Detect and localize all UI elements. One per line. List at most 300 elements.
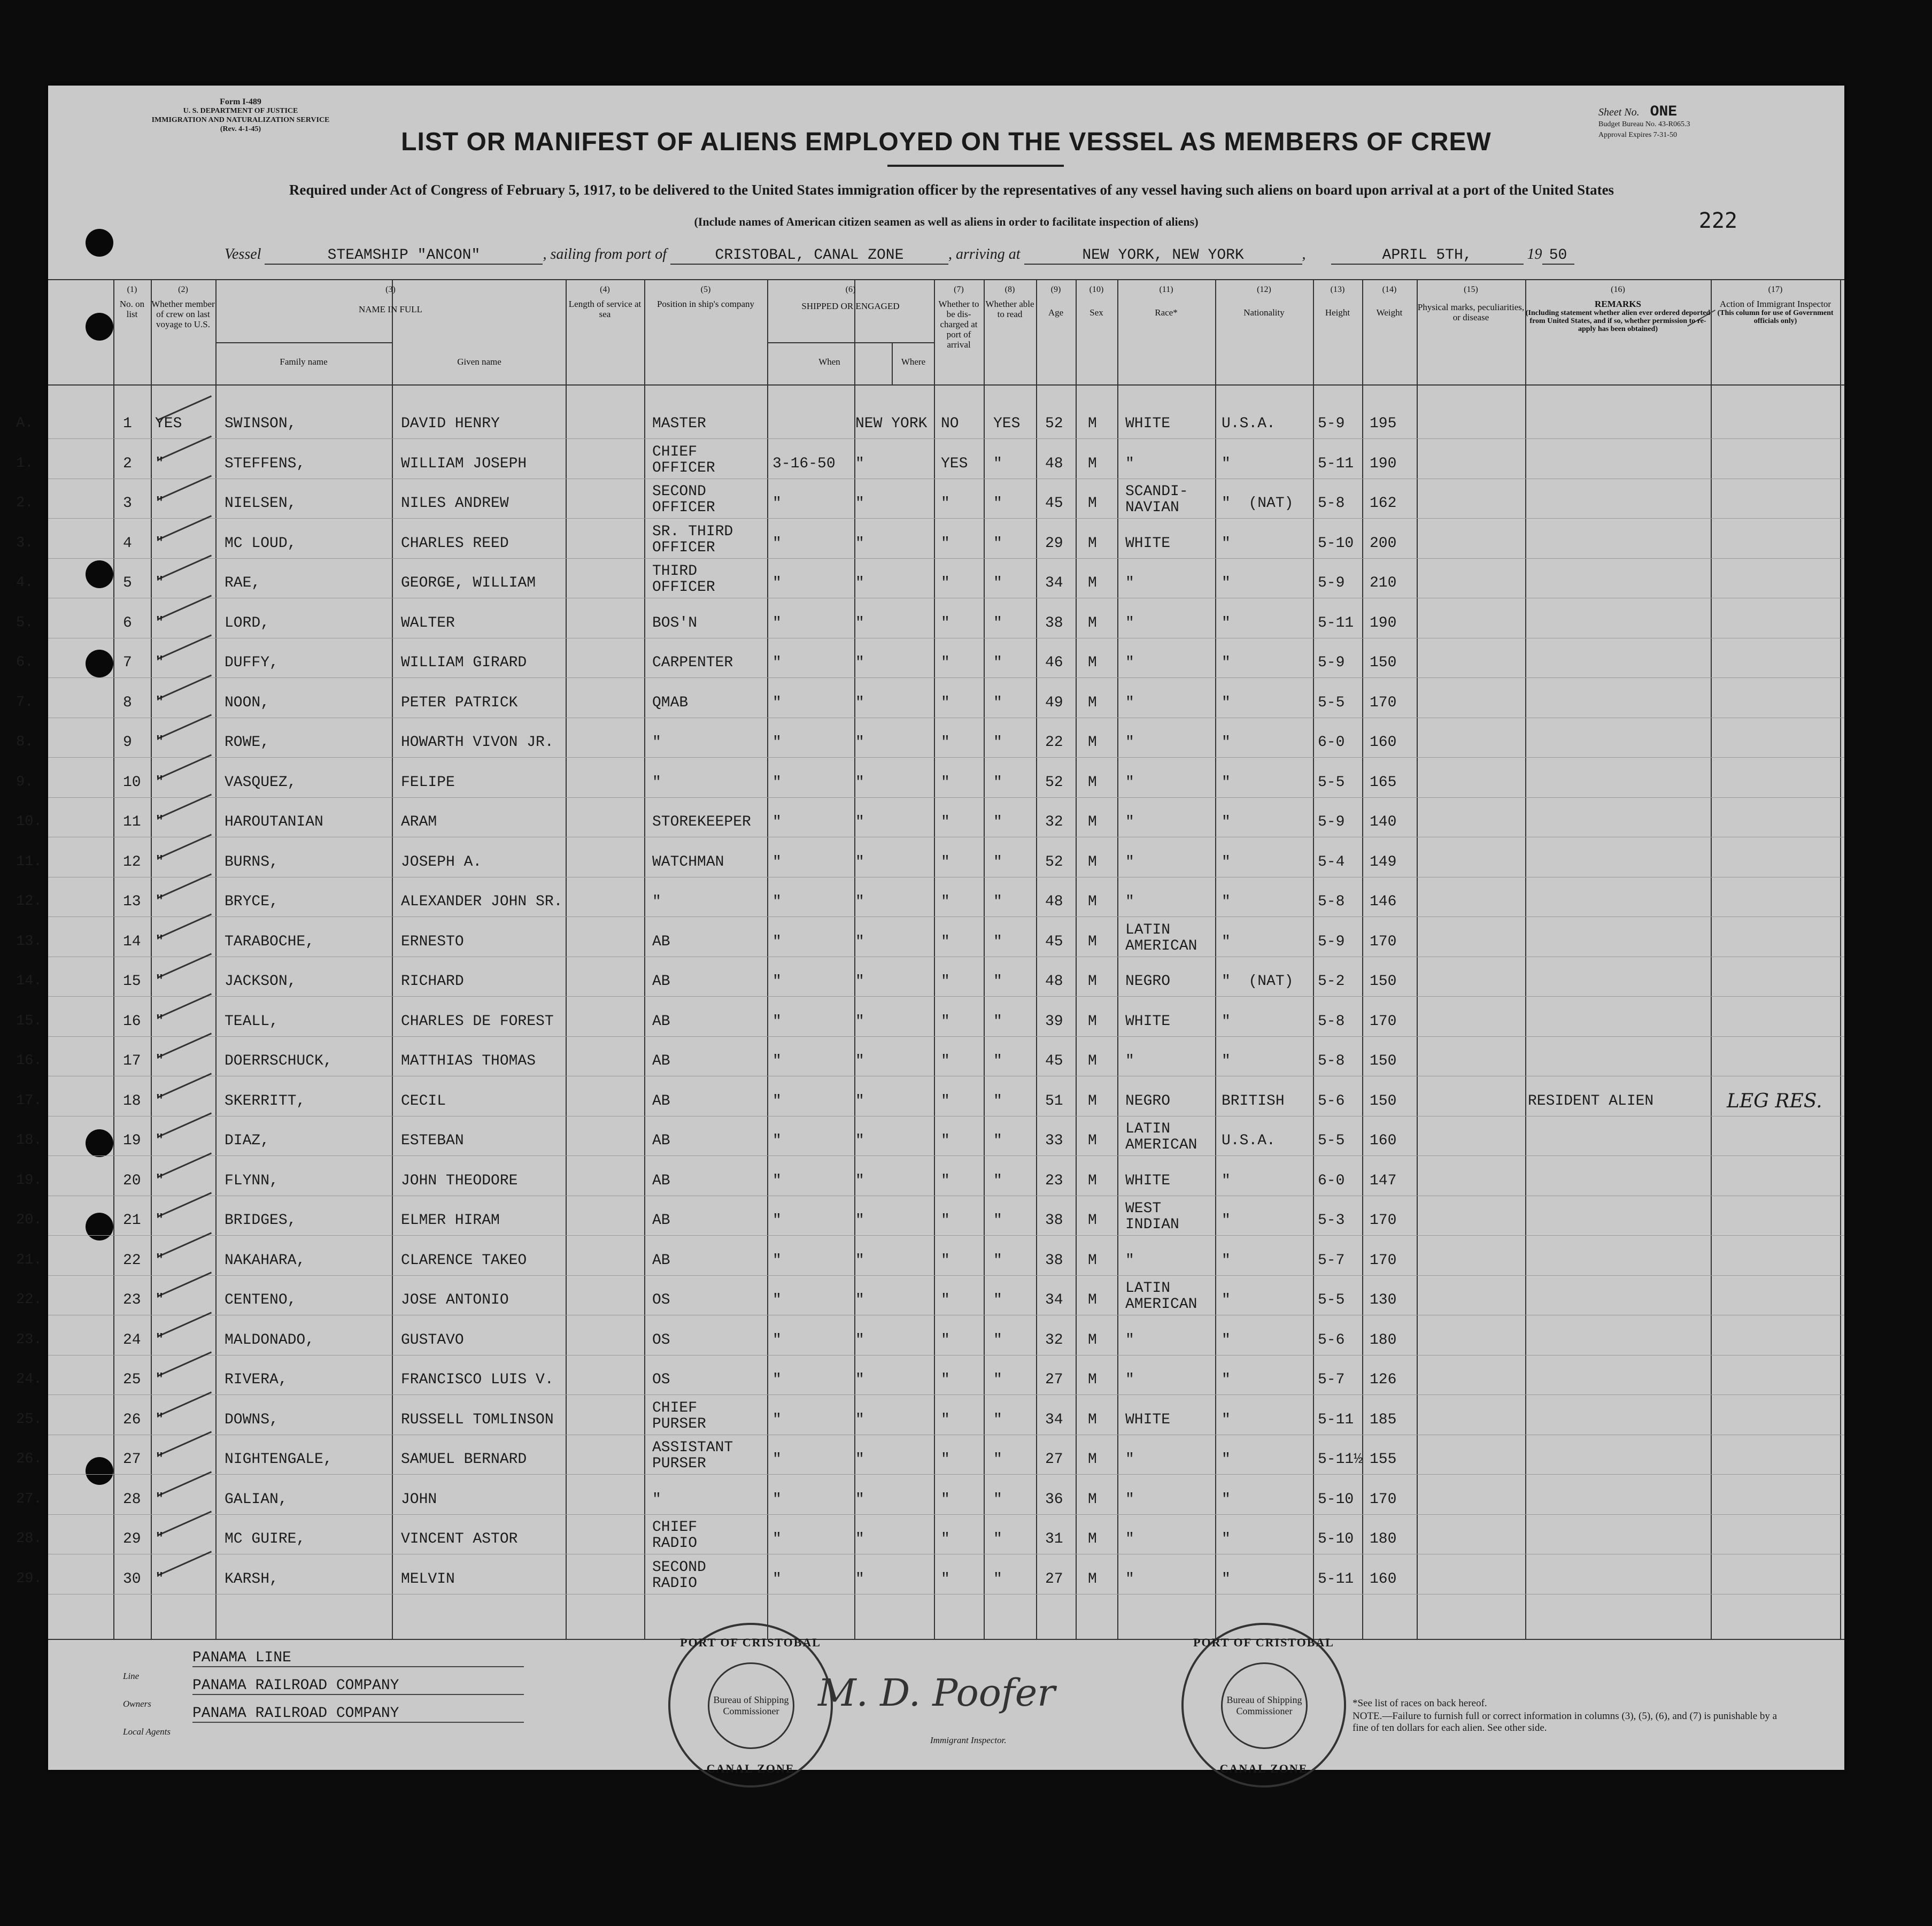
row-race: ": [1125, 1531, 1134, 1547]
check-mark: [157, 913, 212, 938]
col-rule: [767, 279, 768, 1640]
row-family-name: STEFFENS,: [225, 455, 306, 472]
row-height: 5-10: [1318, 1531, 1354, 1547]
row-last-voyage: ": [155, 774, 164, 791]
row-position: ": [652, 1491, 661, 1508]
agents-label: Local Agents: [123, 1727, 171, 1737]
check-mark: [157, 1073, 212, 1098]
row-nationality: ": [1222, 1331, 1231, 1349]
col-rule: [934, 279, 935, 1640]
row-age: 51: [1045, 1092, 1063, 1110]
row-family-name: BRYCE,: [225, 893, 279, 910]
row-margin-number: 12.: [16, 893, 42, 910]
row-weight: 160: [1370, 734, 1397, 751]
row-sex: M: [1088, 1570, 1097, 1588]
row-height: 5-6: [1318, 1331, 1345, 1349]
row-nationality: ": [1222, 455, 1231, 472]
row-family-name: MALDONADO,: [225, 1331, 315, 1349]
row-last-voyage: ": [155, 654, 164, 671]
row-race: WHITE: [1125, 1411, 1171, 1428]
row-last-voyage: ": [155, 1331, 164, 1349]
row-weight: 149: [1370, 853, 1397, 870]
row-weight: 150: [1370, 654, 1397, 671]
row-weight: 147: [1370, 1172, 1397, 1189]
row-discharged: YES: [941, 455, 968, 472]
row-given-name: ERNESTO: [401, 933, 464, 950]
row-given-name: ALEXANDER JOHN SR.: [401, 893, 563, 910]
row-given-name: RICHARD: [401, 973, 464, 990]
row-family-name: JACKSON,: [225, 973, 297, 990]
row-sex: M: [1088, 1212, 1097, 1229]
row-able-to-read: ": [993, 1570, 1002, 1588]
col-rule: [1117, 279, 1118, 1640]
row-weight: 150: [1370, 1092, 1397, 1110]
row-last-voyage: ": [155, 734, 164, 751]
row-family-name: FLYNN,: [225, 1172, 279, 1189]
row-margin-number: 14.: [16, 973, 42, 989]
row-last-voyage: ": [155, 893, 164, 910]
row-family-name: TARABOCHE,: [225, 933, 315, 950]
when-header: When: [818, 357, 840, 367]
row-rule: [48, 518, 1844, 519]
row-weight: 210: [1370, 575, 1397, 591]
row-shipped-when: ": [772, 575, 782, 591]
row-position: STOREKEEPER: [652, 814, 751, 830]
row-able-to-read: ": [993, 893, 1002, 910]
row-margin-number: 4.: [16, 575, 34, 591]
row-age: 32: [1045, 1331, 1063, 1349]
row-age: 52: [1045, 853, 1063, 870]
row-margin-number: 5.: [16, 614, 34, 631]
row-last-voyage: ": [155, 1292, 164, 1308]
row-margin-number: 2.: [16, 495, 34, 511]
row-race: NEGRO: [1125, 973, 1171, 990]
row-sex: M: [1088, 1092, 1097, 1110]
row-shipped-when: ": [772, 694, 782, 711]
row-position: AB: [652, 1172, 670, 1189]
col7-header: (7) Whether to be dis-charged at port of arrival: [938, 285, 979, 350]
row-last-voyage: ": [155, 1133, 164, 1149]
row-age: 27: [1045, 1570, 1063, 1588]
row-height: 5-9: [1318, 654, 1345, 671]
row-margin-number: A.: [16, 415, 34, 432]
row-sex: M: [1088, 814, 1097, 830]
col-rule: [113, 279, 114, 1640]
row-discharged: ": [941, 973, 950, 990]
col14-header: (14) Weight: [1376, 285, 1403, 318]
row-nationality: ": [1222, 654, 1231, 671]
row-last-voyage: ": [155, 1013, 164, 1030]
shipped-subrule: [854, 342, 934, 343]
row-nationality: ": [1222, 1372, 1231, 1388]
row-margin-number: 18.: [16, 1133, 42, 1149]
row-margin-number: 10.: [16, 814, 42, 830]
row-margin-number: 16.: [16, 1053, 42, 1069]
row-position: OS: [652, 1331, 670, 1349]
row-shipped-where: ": [855, 1570, 864, 1588]
col13-header: (13) Height: [1325, 285, 1350, 318]
port-stamp: [668, 1623, 833, 1788]
check-mark: [157, 515, 212, 540]
row-position: SECOND OFFICER: [652, 483, 715, 516]
row-race: ": [1125, 694, 1134, 711]
row-sex: M: [1088, 1451, 1097, 1468]
row-race: ": [1125, 1491, 1134, 1508]
row-list-number: 5: [123, 575, 132, 591]
row-margin-number: 17.: [16, 1092, 42, 1109]
row-able-to-read: ": [993, 1372, 1002, 1388]
row-given-name: FRANCISCO LUIS V.: [401, 1372, 554, 1388]
row-discharged: ": [941, 1411, 950, 1428]
row-shipped-where: ": [855, 694, 864, 711]
family-name-header: Family name: [280, 357, 328, 367]
row-nationality: ": [1222, 774, 1231, 791]
row-nationality: ": [1222, 933, 1231, 950]
row-shipped-where: ": [855, 1331, 864, 1349]
row-margin-number: 27.: [16, 1491, 42, 1507]
row-last-voyage: ": [155, 1212, 164, 1229]
row-family-name: SWINSON,: [225, 415, 297, 432]
row-shipped-when: ": [772, 1172, 782, 1189]
row-race: ": [1125, 893, 1134, 910]
row-given-name: HOWARTH VIVON JR.: [401, 734, 554, 751]
row-nationality: ": [1222, 1053, 1231, 1069]
row-shipped-where: ": [855, 535, 864, 552]
row-shipped-where: ": [855, 973, 864, 990]
row-given-name: VINCENT ASTOR: [401, 1531, 518, 1547]
row-family-name: GALIAN,: [225, 1491, 288, 1508]
row-sex: M: [1088, 973, 1097, 990]
row-height: 5-6: [1318, 1092, 1345, 1110]
row-last-voyage: ": [155, 1053, 164, 1069]
check-mark: [157, 793, 212, 819]
row-family-name: DOWNS,: [225, 1411, 279, 1428]
row-sex: M: [1088, 535, 1097, 552]
row-family-name: DIAZ,: [225, 1133, 270, 1149]
row-age: 32: [1045, 814, 1063, 830]
row-age: 22: [1045, 734, 1063, 751]
row-given-name: ELMER HIRAM: [401, 1212, 500, 1229]
row-inspector-action: LEG RES.: [1727, 1090, 1822, 1112]
row-discharged: ": [941, 893, 950, 910]
row-sex: M: [1088, 495, 1097, 512]
row-given-name: JOHN: [401, 1491, 437, 1508]
col9-header: (9) Age: [1048, 285, 1064, 318]
row-age: 34: [1045, 1411, 1063, 1428]
row-shipped-when: ": [772, 853, 782, 870]
owners-label: Owners: [123, 1699, 151, 1709]
row-race: ": [1125, 1372, 1134, 1388]
row-nationality: ": [1222, 734, 1231, 751]
row-race: WHITE: [1125, 1013, 1171, 1030]
row-position: OS: [652, 1292, 670, 1308]
row-last-voyage: ": [155, 1531, 164, 1547]
row-family-name: NIELSEN,: [225, 495, 297, 512]
row-list-number: 22: [123, 1252, 141, 1269]
row-weight: 146: [1370, 893, 1397, 910]
row-discharged: ": [941, 614, 950, 631]
row-shipped-where: ": [855, 893, 864, 910]
row-weight: 170: [1370, 1212, 1397, 1229]
row-weight: 165: [1370, 774, 1397, 791]
row-able-to-read: ": [993, 1172, 1002, 1189]
row-last-voyage: ": [155, 1451, 164, 1468]
row-nationality: " (NAT): [1222, 973, 1294, 990]
row-shipped-when: ": [772, 614, 782, 631]
row-family-name: NOON,: [225, 694, 270, 711]
row-margin-number: 6.: [16, 654, 34, 671]
row-sex: M: [1088, 893, 1097, 910]
row-weight: 170: [1370, 694, 1397, 711]
row-age: 33: [1045, 1133, 1063, 1149]
row-discharged: ": [941, 1331, 950, 1349]
row-sex: M: [1088, 1411, 1097, 1428]
row-race: LATIN AMERICAN: [1125, 1121, 1197, 1153]
check-mark: [157, 834, 212, 859]
row-age: 46: [1045, 654, 1063, 671]
row-nationality: ": [1222, 1013, 1231, 1030]
row-height: 5-10: [1318, 535, 1354, 552]
row-height: 5-11: [1318, 455, 1354, 472]
arrival-year: 50: [1542, 247, 1574, 265]
row-last-voyage: ": [155, 1092, 164, 1110]
row-able-to-read: ": [993, 1451, 1002, 1468]
row-race: LATIN AMERICAN: [1125, 921, 1197, 954]
row-position: AB: [652, 933, 670, 950]
row-list-number: 7: [123, 654, 132, 671]
row-height: 5-5: [1318, 1292, 1345, 1308]
col6-header: (6) SHIPPED OR ENGAGED: [801, 285, 900, 311]
row-height: 5-8: [1318, 893, 1345, 910]
row-list-number: 3: [123, 495, 132, 512]
row-rule: [48, 1275, 1844, 1276]
col-rule: [1215, 279, 1216, 1640]
row-height: 5-5: [1318, 774, 1345, 791]
row-height: 5-8: [1318, 1053, 1345, 1069]
row-sex: M: [1088, 654, 1097, 671]
revision: (Rev. 4-1-45): [220, 125, 261, 133]
row-list-number: 1: [123, 415, 132, 432]
row-last-voyage: ": [155, 933, 164, 950]
row-race: LATIN AMERICAN: [1125, 1280, 1197, 1313]
row-nationality: ": [1222, 1212, 1231, 1229]
row-list-number: 11: [123, 814, 141, 830]
row-margin-number: 29.: [16, 1570, 42, 1587]
row-weight: 160: [1370, 1570, 1397, 1588]
col-rule: [1362, 279, 1363, 1640]
row-age: 52: [1045, 415, 1063, 432]
check-mark: [157, 595, 212, 620]
col1-header: (1) No. on list: [119, 285, 145, 319]
row-age: 48: [1045, 893, 1063, 910]
row-discharged: ": [941, 1013, 950, 1030]
check-mark: [157, 1391, 212, 1416]
service: IMMIGRATION AND NATURALIZATION SERVICE: [151, 116, 330, 124]
row-height: 5-11: [1318, 1411, 1354, 1428]
row-margin-number: 9.: [16, 774, 34, 790]
row-weight: 162: [1370, 495, 1397, 512]
row-height: 6-0: [1318, 1172, 1345, 1189]
row-family-name: LORD,: [225, 614, 270, 631]
row-rule: [48, 1514, 1844, 1515]
row-shipped-when: ": [772, 734, 782, 751]
row-race: ": [1125, 1053, 1134, 1069]
col16-header: (16) REMARKS (Including statement whether alien ever ordered deported from United States, and if so, whether permission to re-apply has been obtained): [1525, 285, 1711, 333]
row-height: 5-11: [1318, 1570, 1354, 1588]
row-family-name: BURNS,: [225, 853, 279, 870]
row-family-name: BRIDGES,: [225, 1212, 297, 1229]
row-shipped-when: ": [772, 774, 782, 791]
row-shipped-where: ": [855, 1372, 864, 1388]
row-shipped-when: ": [772, 893, 782, 910]
check-mark: [157, 554, 212, 580]
row-discharged: ": [941, 1531, 950, 1547]
row-sex: M: [1088, 774, 1097, 791]
row-able-to-read: ": [993, 1531, 1002, 1547]
row-given-name: FELIPE: [401, 774, 455, 791]
row-height: 5-9: [1318, 933, 1345, 950]
row-list-number: 13: [123, 893, 141, 910]
row-margin-number: 13.: [16, 933, 42, 950]
row-margin-number: 15.: [16, 1013, 42, 1029]
col-rule: [1840, 279, 1841, 1640]
row-discharged: ": [941, 1133, 950, 1149]
row-given-name: WALTER: [401, 614, 455, 631]
row-shipped-when: ": [772, 973, 782, 990]
col-rule: [984, 279, 985, 1640]
row-list-number: 10: [123, 774, 141, 791]
row-race: SCANDI- NAVIAN: [1125, 483, 1188, 516]
row-age: 38: [1045, 614, 1063, 631]
row-race: WHITE: [1125, 415, 1171, 432]
header-bottom-rule: [48, 384, 1844, 386]
row-margin-number: 19.: [16, 1172, 42, 1189]
row-race: ": [1125, 575, 1134, 591]
row-given-name: SAMUEL BERNARD: [401, 1451, 527, 1468]
row-shipped-when: ": [772, 933, 782, 950]
row-age: 38: [1045, 1252, 1063, 1269]
row-age: 31: [1045, 1531, 1063, 1547]
year-prefix: 19: [1527, 246, 1542, 263]
row-sex: M: [1088, 1252, 1097, 1269]
row-list-number: 9: [123, 734, 132, 751]
row-position: WATCHMAN: [652, 853, 724, 870]
row-shipped-where: ": [855, 495, 864, 512]
row-weight: 200: [1370, 535, 1397, 552]
row-height: 5-7: [1318, 1252, 1345, 1269]
row-position: AB: [652, 1053, 670, 1069]
check-mark: [157, 634, 212, 659]
races-note: *See list of races on back hereof.: [1353, 1698, 1487, 1709]
row-shipped-where: ": [855, 1292, 864, 1308]
check-mark: [157, 1232, 212, 1257]
row-shipped-when: ": [772, 1451, 782, 1468]
col-rule: [1036, 279, 1037, 1640]
row-weight: 180: [1370, 1531, 1397, 1547]
row-shipped-when: ": [772, 1292, 782, 1308]
row-age: 29: [1045, 535, 1063, 552]
row-family-name: CENTENO,: [225, 1292, 297, 1308]
line-value: PANAMA LINE: [192, 1650, 524, 1667]
row-family-name: TEALL,: [225, 1013, 279, 1030]
row-age: 45: [1045, 933, 1063, 950]
row-list-number: 20: [123, 1172, 141, 1189]
row-age: 23: [1045, 1172, 1063, 1189]
row-nationality: ": [1222, 1172, 1231, 1189]
row-discharged: ": [941, 1292, 950, 1308]
approval-expires: Approval Expires 7-31-50: [1598, 131, 1677, 139]
row-family-name: ROWE,: [225, 734, 270, 751]
row-position: AB: [652, 973, 670, 990]
check-mark: [157, 1471, 212, 1496]
row-shipped-when: ": [772, 1212, 782, 1229]
row-able-to-read: ": [993, 1292, 1002, 1308]
row-shipped-when: ": [772, 1411, 782, 1428]
row-shipped-when: ": [772, 1013, 782, 1030]
row-nationality: ": [1222, 1252, 1231, 1269]
row-shipped-where: ": [855, 933, 864, 950]
row-discharged: ": [941, 933, 950, 950]
include-text: (Include names of American citizen seamen as well as aliens in order to facilitate inspection of aliens): [694, 215, 1199, 228]
row-sex: M: [1088, 1133, 1097, 1149]
row-height: 6-0: [1318, 734, 1345, 751]
row-able-to-read: ": [993, 654, 1002, 671]
row-discharged: ": [941, 774, 950, 791]
row-age: 34: [1045, 1292, 1063, 1308]
row-given-name: CHARLES REED: [401, 535, 509, 552]
row-age: 27: [1045, 1372, 1063, 1388]
row-height: 5-10: [1318, 1491, 1354, 1508]
row-shipped-when: ": [772, 814, 782, 830]
row-sex: M: [1088, 1053, 1097, 1069]
row-family-name: RAE,: [225, 575, 261, 591]
row-shipped-where: ": [855, 455, 864, 472]
row-nationality: ": [1222, 1570, 1231, 1588]
row-shipped-where: ": [855, 575, 864, 591]
row-given-name: GEORGE, WILLIAM: [401, 575, 536, 591]
row-list-number: 16: [123, 1013, 141, 1030]
row-list-number: 23: [123, 1292, 141, 1308]
row-margin-number: 24.: [16, 1372, 42, 1388]
row-sex: M: [1088, 1013, 1097, 1030]
row-nationality: ": [1222, 893, 1231, 910]
row-shipped-where: ": [855, 814, 864, 830]
row-family-name: NIGHTENGALE,: [225, 1451, 333, 1468]
row-discharged: ": [941, 1092, 950, 1110]
row-discharged: NO: [941, 415, 959, 432]
row-rule: [48, 558, 1844, 559]
row-family-name: DOERRSCHUCK,: [225, 1053, 333, 1069]
row-family-name: KARSH,: [225, 1570, 279, 1588]
check-mark: [157, 1431, 212, 1456]
row-race: ": [1125, 734, 1134, 751]
check-mark: [157, 1272, 212, 1297]
row-discharged: ": [941, 1570, 950, 1588]
check-mark: [157, 873, 212, 898]
row-age: 52: [1045, 774, 1063, 791]
row-race: ": [1125, 614, 1134, 631]
row-given-name: MATTHIAS THOMAS: [401, 1053, 536, 1069]
row-shipped-where: ": [855, 1212, 864, 1229]
check-mark: [157, 435, 212, 460]
stamp-inner: Bureau of Shipping Commissioner: [1221, 1662, 1308, 1749]
row-discharged: ": [941, 654, 950, 671]
col-rule: [854, 279, 855, 1640]
row-list-number: 19: [123, 1133, 141, 1149]
where-header: Where: [901, 357, 926, 367]
row-weight: 185: [1370, 1411, 1397, 1428]
table-top-rule: [48, 279, 1844, 280]
